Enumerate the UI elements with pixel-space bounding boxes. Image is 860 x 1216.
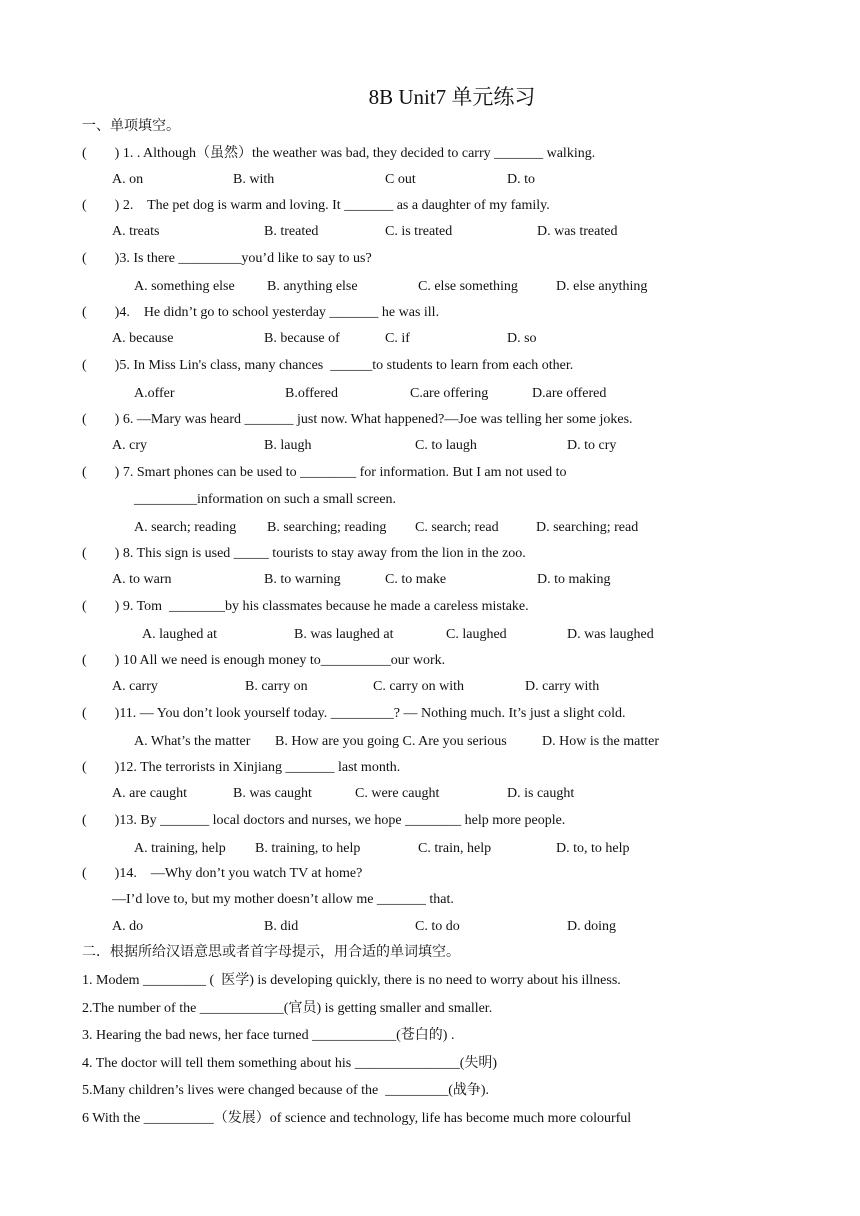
question-14-continued: —I’d love to, but my mother doesn’t allow me _______ that. <box>112 892 454 907</box>
question-9: ( ) 9. Tom ________by his classmates because he made a careless mistake. <box>82 599 529 614</box>
question-7-continued: _________information on such a small screen. <box>134 492 397 507</box>
q4-option-d: D. so <box>507 331 537 346</box>
q9-option-b: B. was laughed at <box>294 627 394 642</box>
q13-option-b: B. training, to help <box>255 841 361 856</box>
q4-option-c: C. if <box>385 331 410 346</box>
question-7: ( ) 7. Smart phones can be used to ________ for information. But I am not used to <box>82 465 567 480</box>
q3-option-a: A. something else <box>134 279 235 294</box>
q14-option-b: B. did <box>264 919 299 934</box>
question-13: ( )13. By _______ local doctors and nurses, we hope ________ help more people. <box>82 813 566 828</box>
q13-option-d: D. to, to help <box>556 841 630 856</box>
q3-option-d: D. else anything <box>556 279 648 294</box>
q2-option-b: B. treated <box>264 224 319 239</box>
q4-option-b: B. because of <box>264 331 340 346</box>
q13-option-c: C. train, help <box>418 841 492 856</box>
q2-option-c: C. is treated <box>385 224 453 239</box>
q14-option-c: C. to do <box>415 919 460 934</box>
q8-option-c: C. to make <box>385 572 447 587</box>
q5-option-c: C.are offering <box>410 386 489 401</box>
q13-option-a: A. training, help <box>134 841 226 856</box>
q5-option-a: A.offer <box>134 386 175 401</box>
fill-item-6: 6 With the __________（发展）of science and technology, life has become much more colourful <box>82 1111 632 1126</box>
q9-option-d: D. was laughed <box>567 627 654 642</box>
q1-option-d: D. to <box>507 172 535 187</box>
q7-option-b: B. searching; reading <box>267 520 387 535</box>
question-1: ( ) 1. . Although（虽然）the weather was bad, they decided to carry _______ walking. <box>82 146 596 161</box>
q5-option-d: D.are offered <box>532 386 607 401</box>
question-5: ( )5. In Miss Lin's class, many chances ______to students to learn from each other. <box>82 358 574 373</box>
q1-option-b: B. with <box>233 172 275 187</box>
question-2: ( ) 2. The pet dog is warm and loving. It _______ as a daughter of my family. <box>82 198 550 213</box>
q10-option-a: A. carry <box>112 679 158 694</box>
q11-option-a: A. What’s the matter <box>134 734 251 749</box>
q14-option-a: A. do <box>112 919 144 934</box>
q6-option-c: C. to laugh <box>415 438 477 453</box>
q12-option-b: B. was caught <box>233 786 312 801</box>
q1-option-a: A. on <box>112 172 144 187</box>
question-14: ( )14. —Why don’t you watch TV at home? <box>82 866 363 881</box>
q12-option-d: D. is caught <box>507 786 575 801</box>
q2-option-d: D. was treated <box>537 224 618 239</box>
q10-option-d: D. carry with <box>525 679 600 694</box>
q12-option-a: A. are caught <box>112 786 188 801</box>
q9-option-c: C. laughed <box>446 627 507 642</box>
q2-option-a: A. treats <box>112 224 160 239</box>
question-12: ( )12. The terrorists in Xinjiang _______ last month. <box>82 760 401 775</box>
question-6: ( ) 6. —Mary was heard _______ just now. What happened?—Joe was telling her some jokes. <box>82 412 633 427</box>
q6-option-a: A. cry <box>112 438 147 453</box>
question-10: ( ) 10 All we need is enough money to__________our work. <box>82 653 446 668</box>
q7-option-d: D. searching; read <box>536 520 639 535</box>
q3-option-b: B. anything else <box>267 279 358 294</box>
section-2-heading: 二．根据所给汉语意思或者首字母提示，用合适的单词填空。 <box>82 945 460 960</box>
fill-item-2: 2.The number of the ____________(官员) is getting smaller and smaller. <box>82 1001 493 1016</box>
q8-option-a: A. to warn <box>112 572 172 587</box>
q11-option-b-c: B. How are you going C. Are you serious <box>275 734 507 749</box>
fill-item-4: 4. The doctor will tell them something about his _______________(失明) <box>82 1056 498 1071</box>
q12-option-c: C. were caught <box>355 786 440 801</box>
page-title: 8B Unit7 单元练习 <box>368 85 536 109</box>
q11-option-d: D. How is the matter <box>542 734 660 749</box>
q10-option-c: C. carry on with <box>373 679 464 694</box>
fill-item-3: 3. Hearing the bad news, her face turned ____________(苍白的) . <box>82 1028 455 1043</box>
section-1-heading: 一、单项填空。 <box>82 119 180 134</box>
q1-option-c: C out <box>385 172 416 187</box>
q8-option-d: D. to making <box>537 572 611 587</box>
q6-option-d: D. to cry <box>567 438 617 453</box>
q14-option-d: D. doing <box>567 919 616 934</box>
q3-option-c: C. else something <box>418 279 518 294</box>
q7-option-a: A. search; reading <box>134 520 237 535</box>
fill-item-1: 1. Modem _________ ( 医学) is developing quickly, there is no need to worry about his illness. <box>82 973 621 988</box>
q9-option-a: A. laughed at <box>142 627 218 642</box>
q5-option-b: B.offered <box>285 386 338 401</box>
q4-option-a: A. because <box>112 331 174 346</box>
question-11: ( )11. — You don’t look yourself today. _________? — Nothing much. It’s just a slight cold. <box>82 706 626 721</box>
question-8: ( ) 8. This sign is used _____ tourists to stay away from the lion in the zoo. <box>82 546 526 561</box>
question-3: ( )3. Is there _________you’d like to say to us? <box>82 251 372 266</box>
question-4: ( )4. He didn’t go to school yesterday _______ he was ill. <box>82 305 440 320</box>
fill-item-5: 5.Many children’s lives were changed because of the _________(战争). <box>82 1083 490 1098</box>
q8-option-b: B. to warning <box>264 572 341 587</box>
q6-option-b: B. laugh <box>264 438 312 453</box>
q10-option-b: B. carry on <box>245 679 308 694</box>
q7-option-c: C. search; read <box>415 520 499 535</box>
